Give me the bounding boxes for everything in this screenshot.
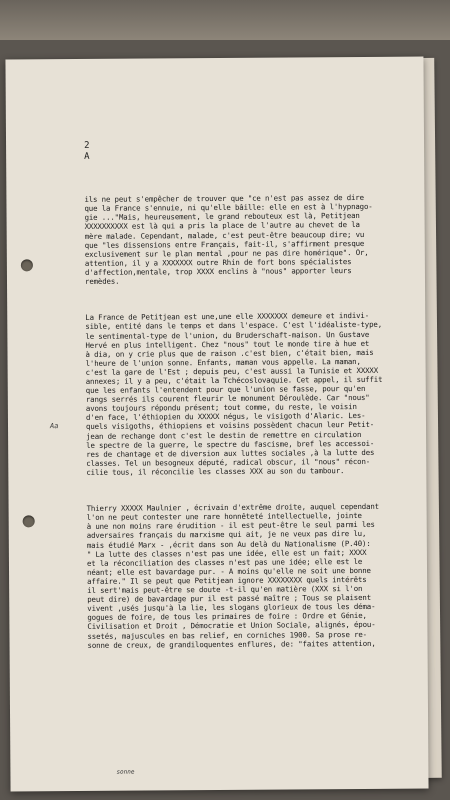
text-line: que la France s'ennuie, ni qu'elle bâille: elle en est à l'hypnago- xyxy=(84,202,373,214)
text-line: avons toujours répondu présent; tout comme, du reste, le voisin xyxy=(85,402,357,414)
text-line: l'on ne peut contester une rare honnêteté intellectuelle, jointe xyxy=(86,511,362,523)
handwritten-correction: sonne xyxy=(116,768,135,776)
text-line: et la réconciliation des classes n'est pas une idée; elle est le xyxy=(86,556,363,568)
text-line: à une non moins rare érudition - il est peut-être le seul parmi les xyxy=(86,520,375,532)
text-line: néant; elle est bavardage pur. - A moins qu'elle ne soit une bonne xyxy=(87,565,371,577)
text-line: mais étudié Marx - ,écrit dans son Au delà du Nationalisme (P.40): xyxy=(86,538,371,550)
text-line: rangs serrés ils courent fleurir le monument Déroulède. Car "nous" xyxy=(85,393,370,405)
text-line: adversaires français du marxisme qui ait, je ne veux pas dire lu, xyxy=(86,529,367,541)
paragraph xyxy=(87,502,422,650)
text-line: sible, entité dans le temps et dans l'espace. C'est l'idéaliste-type, xyxy=(85,320,383,332)
punch-hole xyxy=(23,515,35,527)
text-line: XXXXXXXXXX est là qui a pris la place de l'autre au chevet de la xyxy=(84,220,360,232)
page-number-value: 2 xyxy=(84,140,90,151)
text-line: gie ..."Mais, heureusement, le grand rebouteux est là, Petitjean xyxy=(84,211,360,223)
text-line: Thierry XXXXX Maulnier , écrivain d'extrême droite, auquel cependant xyxy=(86,502,379,514)
text-line: que "les dissensions entre Français, fait-il, s'affirment presque xyxy=(84,238,365,250)
text-line: c'est la gare de l'Est ; depuis peu, c'est aussi la Tunisie et XXXXX xyxy=(85,365,379,377)
text-line: le spectre de la guerre, le spectre du fascisme, bref les accessoi- xyxy=(86,438,375,450)
text-line: remèdes. xyxy=(84,276,120,286)
typed-body xyxy=(84,175,421,677)
punch-hole xyxy=(21,259,33,271)
text-line: le sentimental-type de l'union, du Bruderschaft-maison. Un Gustave xyxy=(85,329,370,341)
text-line: attention, il y a XXXXXXX outre Rhin de fort bons spécialistes xyxy=(84,256,352,268)
text-line: d'affection,mentale, trop XXXX enclins à "nous" apporter leurs xyxy=(84,265,352,277)
text-line: annexes; il y a peu, c'était la Tchécoslovaquie. Cet appel, il suffit xyxy=(85,374,383,386)
margin-annotation: Aa xyxy=(49,422,59,431)
text-line: Civilisation et Droit , Démocratie et Union Sociale, alignés, épou- xyxy=(87,620,376,632)
paragraph xyxy=(85,311,420,477)
text-line: ssetés, majuscules en bas relief, en corniches 1900. Sa prose re- xyxy=(87,629,367,641)
text-line: res de chantage et de diversion aux luttes sociales ,à la lutte des xyxy=(86,447,375,459)
text-line: quels visigoths, éthiopiens et voisins possèdent chacun leur Petit- xyxy=(85,420,375,432)
text-line: que les enfants l'entendent pour que l'union se fasse, pour qu'en xyxy=(85,384,366,395)
text-line: ils ne peut s'empêcher de trouver que "ce n'est pas assez de dire xyxy=(84,193,364,205)
text-line: " La lutte des classes n'est pas une idée, elle est un fait; XXXX xyxy=(86,547,367,559)
text-line: Hervé en plus intelligent. Chez "nous" tout le monde tire à hue et xyxy=(85,338,370,350)
text-line: l'heure de l'union sonne. Enfants, maman vous appelle. La maman, xyxy=(85,356,361,368)
text-line: vivent ,usés jusqu'à la lie, les slogans glorieux de tous les déma- xyxy=(87,602,376,614)
text-line: d'en face, l'éthiopien du XXXXX négus, le visigoth d'Alaric. Les- xyxy=(85,411,366,423)
text-line: classes. Tel un besogneux député, radical obscur, il "nous" récon- xyxy=(86,456,371,468)
page-number-mark: A xyxy=(84,151,90,162)
paragraph xyxy=(84,193,419,286)
text-line: exclusivement sur le plan mental ,pour ne pas dire homérique". Or, xyxy=(84,247,369,259)
text-line: jean de rechange dont c'est le destin de remettre en circulation xyxy=(86,429,362,441)
text-line: peut dire) de bavardage pur il est passé maître ; Tous se plaisent xyxy=(87,593,372,605)
document-page xyxy=(5,57,428,792)
text-line: sonne de creux, de grandiloquentes enflures, de: "faites attention, xyxy=(87,638,376,650)
text-line: gogues de foire, de tous les primaires de foire : Ordre et Génie, xyxy=(87,611,367,623)
text-line: il sert'mais peut-être se doute -t-il qu'en matière (XXX si l'on xyxy=(87,584,363,595)
page-number xyxy=(84,141,90,163)
table-surface xyxy=(0,0,450,40)
text-line: cilie tous, il réconcilie les classes XXX au son du tambour. xyxy=(86,466,345,477)
text-line: affaire." Il se peut que Petitjean ignore XXXXXXXX quels intérêts xyxy=(87,574,367,586)
text-line: mère malade. Cependant, malade, c'est peut-être beaucoup dire; vu xyxy=(84,229,365,241)
text-line: La France de Petitjean est une,une elle XXXXXXX demeure et indivi- xyxy=(85,311,370,323)
text-line: à dia, on y crie plus que de raison .c'est bien, c'était bien, mais xyxy=(85,347,374,359)
